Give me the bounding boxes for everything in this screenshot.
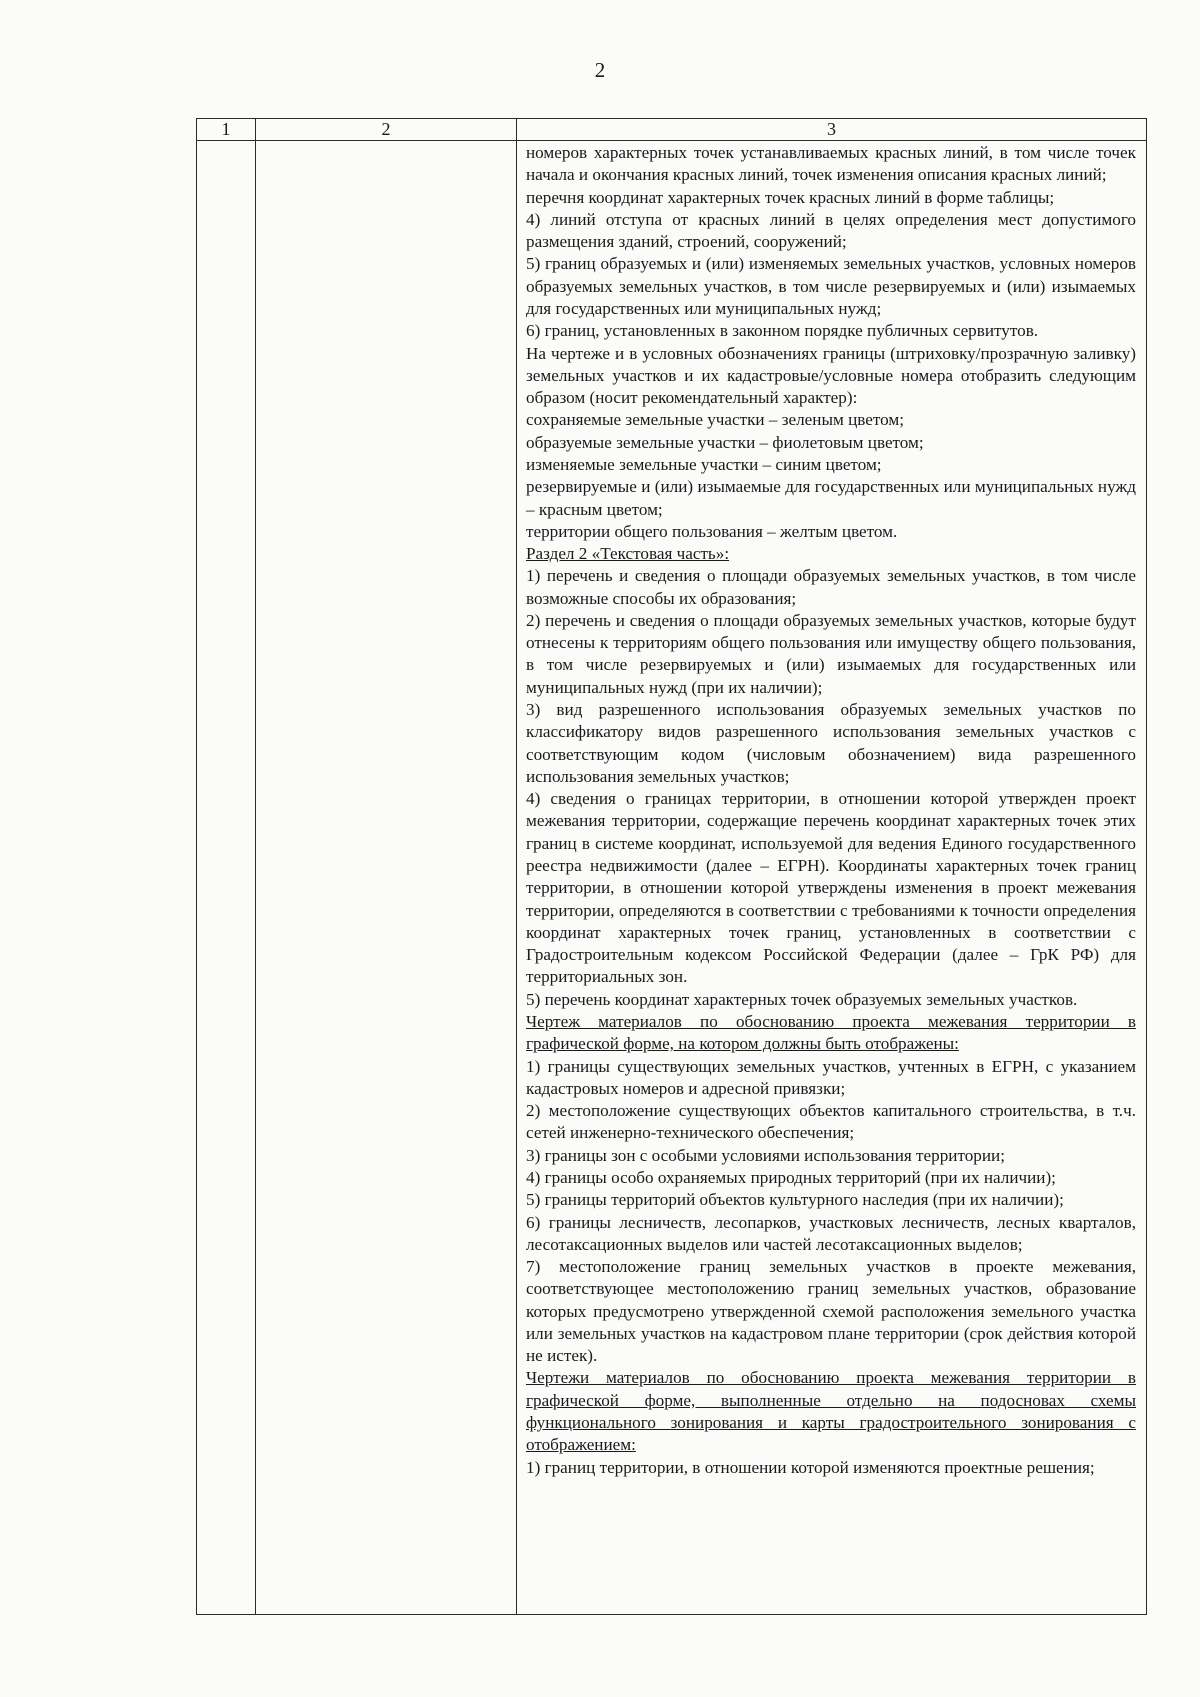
paragraph: 1) границ территории, в отношении которой изменяются проектные решения; [526,1457,1095,1477]
paragraph: изменяемые земельные участки – синим цветом; [526,454,882,474]
paragraph: 6) границ, установленных в законном порядке публичных сервитутов. [526,321,1039,341]
page-number: 2 [594,58,606,82]
section-heading: Раздел 2 «Текстовая часть»: [526,544,730,564]
paragraph: 3) границы зон с особыми условиями использования территории; [526,1145,1005,1165]
requirements-text [517,141,1146,1479]
paragraph: 3) вид разрешенного использования образуемых земельных участков по классификатору видов разрешенного использования земельных участков с соответствующим кодом (числовым обозначением) вида разрешенного использования земельных участков; [526,700,1136,786]
paragraph: территории общего пользования – желтым цветом. [526,521,898,541]
paragraph: 5) перечень координат характерных точек образуемых земельных участков. [526,989,1078,1009]
cell-col-1 [197,141,256,1615]
paragraph: 1) перечень и сведения о площади образуемых земельных участков, в том числе возможные способы их образования; [526,566,1136,608]
paragraph: 7) местоположение границ земельных участков в проекте межевания, соответствующее местоположению границ земельных участков, образование которых предусмотрено утвержденной схемой расположения земельного участка или земельных участков на кадастровом плане территории (срок действия которой не истек). [526,1257,1136,1366]
paragraph: 1) границы существующих земельных участков, учтенных в ЕГРН, с указанием кадастровых номеров и адресной привязки; [526,1056,1136,1098]
section-heading: Чертеж материалов по обоснованию проекта межевания территории в графической форме, на котором должны быть отображены: [526,1011,1136,1054]
cell-col-3 [517,141,1147,1615]
table-row [197,141,1147,1615]
paragraph: 5) границ образуемых и (или) изменяемых земельных участков, условных номеров образуемых земельных участков, в том числе резервируемых и (или) изымаемых для государственных или муниципальных нужд; [526,254,1136,318]
paragraph: сохраняемые земельные участки – зеленым цветом; [526,410,904,430]
header-col-2: 2 [256,119,517,141]
paragraph: номеров характерных точек устанавливаемых красных линий, в том числе точек начала и окончания красных линий, точек изменения описания красных линий; [526,143,1136,185]
paragraph: 4) сведения о границах территории, в отношении которой утвержден проект межевания территории, содержащие перечень координат характерных точек этих границ в системе координат, используемой для ведения Единого государственного реестра недвижимости (далее – ЕГРН). Координаты характерных точек границ территории, в отношении которой утверждены изменения в проект межевания территории, определяются в соответствии с требованиями к точности определения координат характерных точек границ, установленных в соответствии с Градостроительным кодексом Российской Федерации (далее – ГрК РФ) для территориальных зон. [526,789,1136,987]
paragraph: 4) границы особо охраняемых природных территорий (при их наличии); [526,1167,1056,1187]
requirements-table [196,118,1147,1615]
paragraph: 5) границы территорий объектов культурного наследия (при их наличии); [526,1190,1064,1210]
paragraph: 4) линий отступа от красных линий в целях определения мест допустимого размещения зданий, строений, сооружений; [526,209,1136,252]
table-header-row [197,119,1147,141]
paragraph: На чертеже и в условных обозначениях границы (штриховку/прозрачную заливку) земельных участков и их кадастровые/условные номера отобразить следующим образом (носит рекомендательный характер): [526,343,1136,408]
header-col-1: 1 [197,119,256,141]
paragraph: образуемые земельные участки – фиолетовым цветом; [526,432,924,452]
paragraph: 2) местоположение существующих объектов капитального строительства, в т.ч. сетей инженерно-технического обеспечения; [526,1101,1136,1143]
paragraph: 2) перечень и сведения о площади образуемых земельных участков, которые будут отнесены к территориям общего пользования или имуществу общего пользования, в том числе резервируемых и (или) изымаемых для государственных или муниципальных нужд (при их наличии); [526,610,1136,697]
paragraph: 6) границы лесничеств, лесопарков, участковых лесничеств, лесных кварталов, лесотаксационных выделов или частей лесотаксационных выделов; [526,1212,1136,1254]
header-col-3: 3 [517,119,1147,141]
cell-col-2 [256,141,517,1615]
section-heading: Чертежи материалов по обоснованию проекта межевания территории в графической форме, выполненные отдельно на подосновах схемы функционального зонирования и карты градостроительного зонирования с отображением: [526,1368,1136,1455]
paragraph: резервируемые и (или) изымаемые для государственных или муниципальных нужд – красным цветом; [526,477,1136,519]
paragraph: перечня координат характерных точек красных линий в форме таблицы; [526,187,1055,207]
